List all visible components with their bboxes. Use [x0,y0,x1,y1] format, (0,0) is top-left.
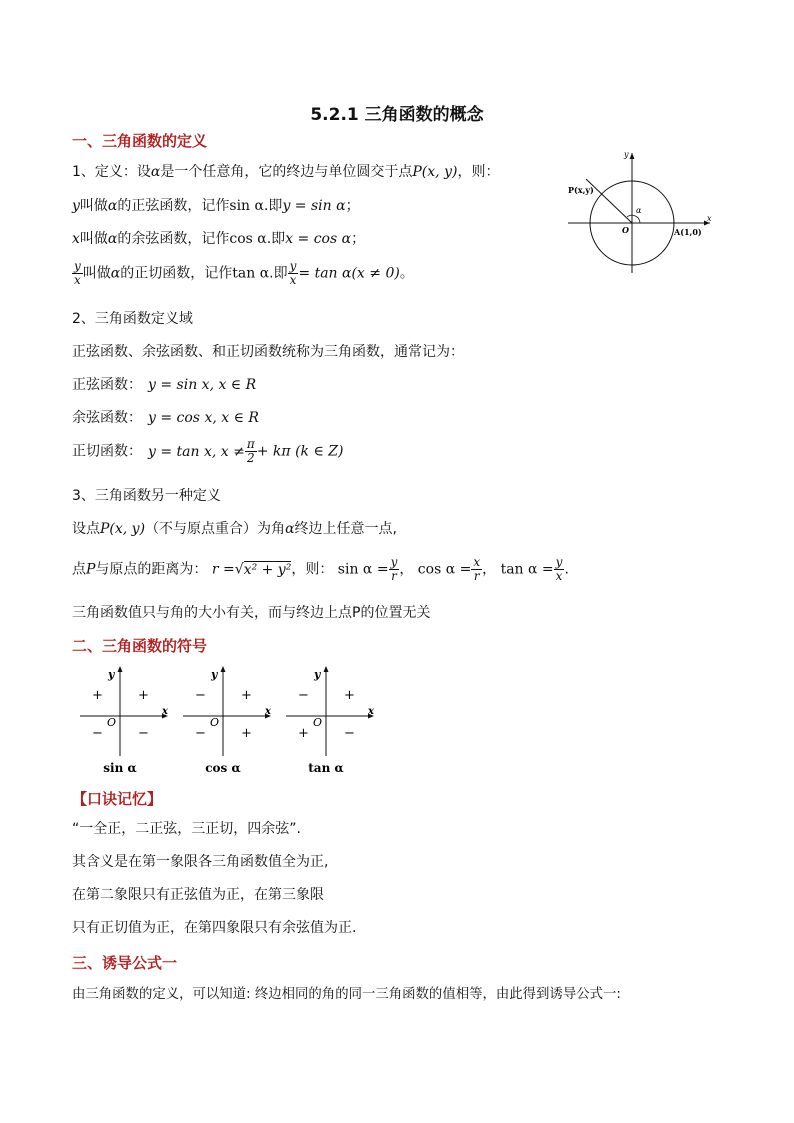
quadrant-x-label: x [265,706,271,717]
y-axis-arrow-icon [118,666,123,672]
quadrant-y-label: y [314,668,321,681]
section-heading-induction: 三、诱导公式一 [72,954,178,972]
domain-intro: 正弦函数、余弦函数、和正切函数统称为三角函数，通常记为： [72,344,464,360]
quadrant-3-sign: − [195,726,206,741]
quadrant-4-sign: − [138,726,149,741]
unit-circle-figure [560,145,720,275]
quadrant-2-sign: − [298,688,309,703]
fig-point-p-label: P(x,y) [568,185,594,195]
fig-point-a-label: A(1,0) [674,227,702,237]
sine-function-line: 正弦函数： y = sin x, x ∈ R [72,377,257,393]
memo-line-4: 只有正切值为正，在第四象限只有余弦值为正. [72,920,357,936]
tangent-definition: $\frac{y}{x}$ 叫做α的正切函数，记作tan α.即 $\frac{y}{x}$ = tan α(x ≠ 0)。 [74,259,414,287]
induction-intro: 由三角函数的定义，可以知道: 终边相同的角的同一三角函数的值相等，由此得到诱导公式一: [72,987,621,1002]
subheading-alt-definition: 3、三角函数另一种定义 [72,488,221,504]
alt-definition-line2: 点P与原点的距离为： r =√x² + y²，则： sin α = $\frac{y}{r}$ ， cos α = $\frac{x}{r}$ ， tan α = $\frac{y}{x}$ . [72,555,569,583]
quadrant-chart-label: sin α [103,761,137,775]
quadrant-sign-diagrams [70,660,380,780]
quadrant-4-sign: + [241,726,252,741]
quadrant-y-label: y [211,668,218,681]
section-heading-signs: 二、三角函数的符号 [72,637,208,655]
tangent-function-line: 正切函数： y = tan x, x ≠ $\frac{\pi}{2}$ + kπ (k ∈ Z) [72,437,344,465]
quadrant-x-label: x [162,706,168,717]
y-axis-arrow-icon [221,666,226,672]
quadrant-1-sign: + [241,688,252,703]
quadrant-2-sign: − [195,688,206,703]
section-heading-definition: 一、三角函数的定义 [72,132,208,150]
alt-definition-line1: 设点P(x, y)（不与原点重合）为角α终边上任意一点, [72,521,397,537]
fig-x-label: x [707,214,712,223]
quadrant-2-sign: + [92,688,103,703]
fig-alpha-label: α [636,206,642,215]
quadrant-3-sign: − [92,726,103,741]
quadrant-3-sign: + [298,726,309,741]
memo-line-1: “一全正，二正弦，三正切，四余弦”. [72,821,301,837]
cosine-definition: x叫做α的余弦函数，记作cos α.即x = cos α； [72,231,366,247]
quadrant-x-label: x [368,706,374,717]
quadrant-1-sign: + [138,688,149,703]
memo-line-3: 在第二象限只有正弦值为正，在第三象限 [72,887,324,903]
subheading-domain: 2、三角函数定义域 [72,311,193,327]
quadrant-origin-label: O [210,716,220,729]
quadrant-chart-label: tan α [308,761,344,775]
alt-definition-note: 三角函数值只与角的大小有关，而与终边上点P的位置无关 [72,605,431,621]
quadrant-origin-label: O [313,716,323,729]
cosine-function-line: 余弦函数： y = cos x, x ∈ R [72,410,259,426]
sine-definition: y叫做α的正弦函数，记作sin α.即y = sin α； [72,198,360,214]
quadrant-chart-label: cos α [205,761,241,775]
quadrant-1-sign: + [344,688,355,703]
page-title: 5.2.1 三角函数的概念 [310,105,484,125]
fig-origin-label: O [622,225,629,235]
quadrant-origin-label: O [107,716,117,729]
quadrant-4-sign: − [344,726,355,741]
quadrant-y-label: y [108,668,115,681]
fig-y-label: y [624,150,629,159]
y-axis-arrow-icon [324,666,329,672]
memo-heading: 【口诀记忆】 [72,790,163,808]
memo-line-2: 其含义是在第一象限各三角函数值全为正, [72,854,329,870]
definition-line: 1、定义：设α是一个任意角，它的终边与单位圆交于点P(x, y)，则： [72,164,500,180]
